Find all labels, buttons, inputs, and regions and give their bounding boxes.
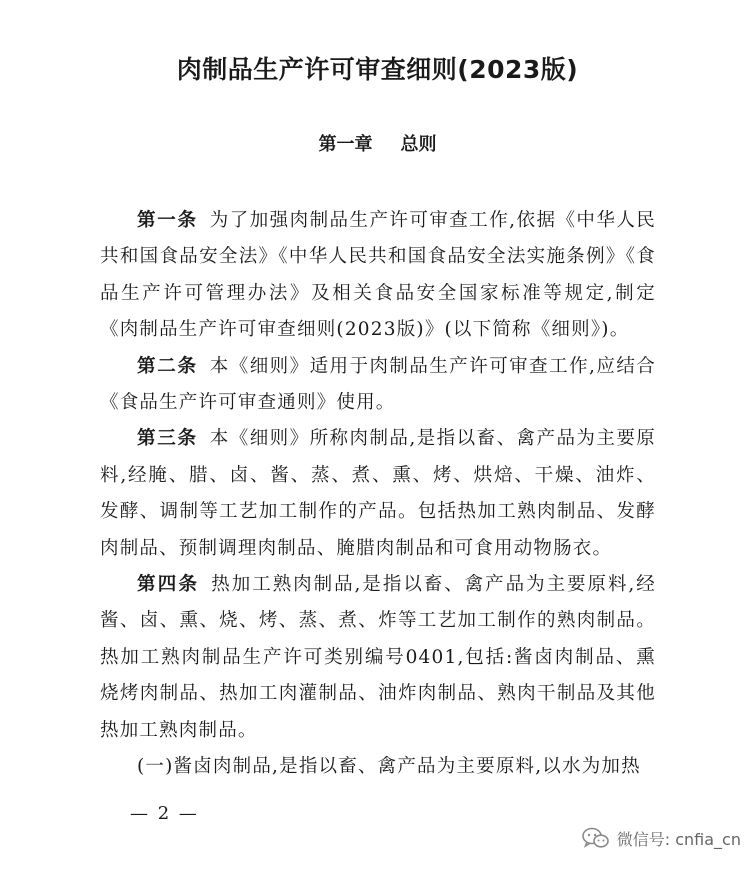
article-text: 本《细则》所称肉制品,是指以畜、禽产品为主要原料,经腌、腊、卤、酱、蒸、煮、熏、烤、烘焙、干燥、油炸、发酵、调制等工艺加工制作的产品。包括热加工熟肉制品、发酵肉制品、预制调理肉制品、腌腊肉制品和可食用动物肠衣。: [100, 428, 656, 559]
article-paragraph: [100, 203, 656, 349]
wechat-icon: [581, 826, 611, 850]
article-text: 本《细则》适用于肉制品生产许可审查工作,应结合《食品生产许可审查通则》使用。: [100, 355, 656, 414]
watermark-text: 微信号: cnfia_cn: [616, 829, 741, 849]
sub-item-paragraph: [100, 749, 656, 785]
article-number: 第一条: [137, 210, 198, 231]
article-paragraph: [100, 349, 656, 422]
chapter-number: 第一章: [318, 134, 373, 155]
article-text: 热加工熟肉制品,是指以畜、禽产品为主要原料,经酱、卤、熏、烧、烤、蒸、煮、炸等工艺加工制作的熟肉制品。热加工熟肉制品生产许可类别编号0401,包括:酱卤肉制品、熏烧烤肉制品、热加工肉灌制品、油炸肉制品、熟肉干制品及其他热加工熟肉制品。: [100, 574, 656, 741]
chapter-name: 总则: [400, 134, 437, 155]
article-paragraph: [100, 567, 656, 749]
page-number: — 2 —: [130, 803, 199, 824]
sub-item-text: (一)酱卤肉制品,是指以畜、禽产品为主要原料,以水为加热: [137, 756, 641, 778]
article-paragraph: [100, 421, 656, 567]
article-number: 第三条: [137, 428, 198, 450]
wechat-watermark: [581, 826, 741, 850]
document-body: [100, 203, 656, 786]
article-number: 第四条: [137, 574, 200, 596]
article-text: 为了加强肉制品生产许可审查工作,依据《中华人民共和国食品安全法》《中华人民共和国食品安全法实施条例》《食品生产许可管理办法》及相关食品安全国家标准等规定,制定《肉制品生产许可审查细则(2023版)》(以下简称《细则》)。: [100, 210, 656, 341]
chapter-heading: [0, 130, 755, 156]
article-number: 第二条: [137, 355, 198, 377]
document-title: 肉制品生产许可审查细则(2023版): [176, 55, 579, 84]
